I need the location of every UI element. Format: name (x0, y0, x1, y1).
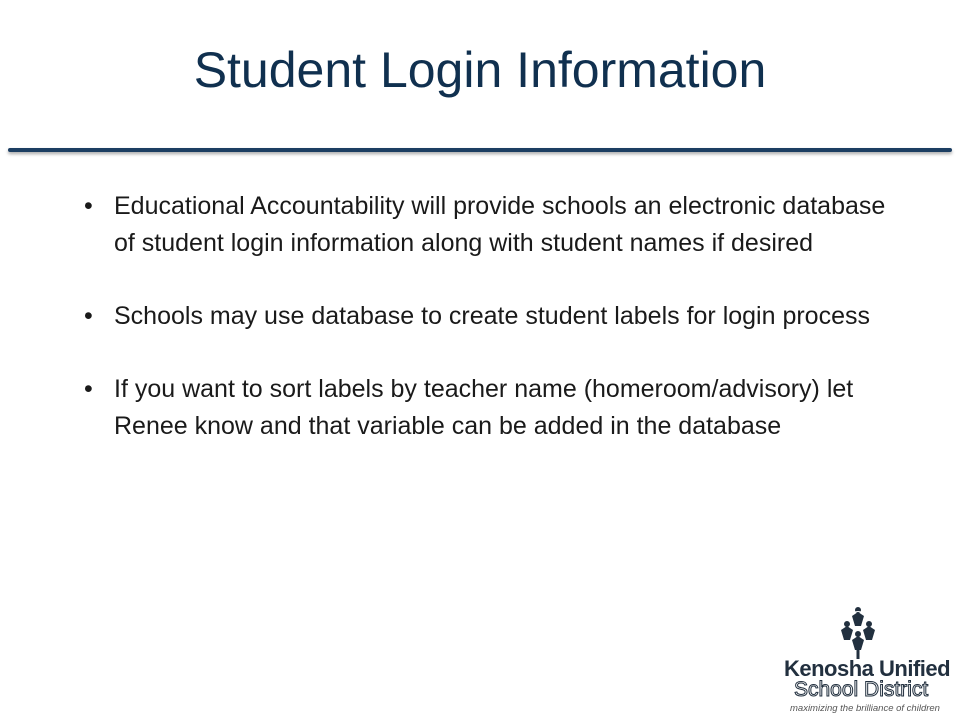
title-divider (8, 148, 952, 152)
bullet-item (84, 188, 904, 262)
bullet-text: Schools may use database to create student labels for login process (114, 302, 870, 330)
bullet-item (84, 298, 904, 335)
bullet-list (84, 188, 904, 481)
bullet-icon: • (84, 192, 93, 220)
bullet-item (84, 371, 904, 445)
logo-tagline: maximizing the brilliance of children (790, 703, 940, 714)
bullet-icon: • (84, 302, 93, 330)
people-tree-icon (778, 606, 950, 660)
bullet-icon: • (84, 375, 93, 403)
logo-name-line2: School District (794, 678, 929, 701)
bullet-text: Educational Accountability will provide schools an electronic database of student login information along with student names if desired (114, 192, 886, 257)
slide-title: Student Login Information (193, 42, 767, 98)
logo-name-line1: Kenosha Unified (784, 656, 951, 681)
bullet-text: If you want to sort labels by teacher name (homeroom/advisory) let Renee know and that variable can be added in the database (114, 375, 854, 440)
district-logo (778, 606, 950, 716)
